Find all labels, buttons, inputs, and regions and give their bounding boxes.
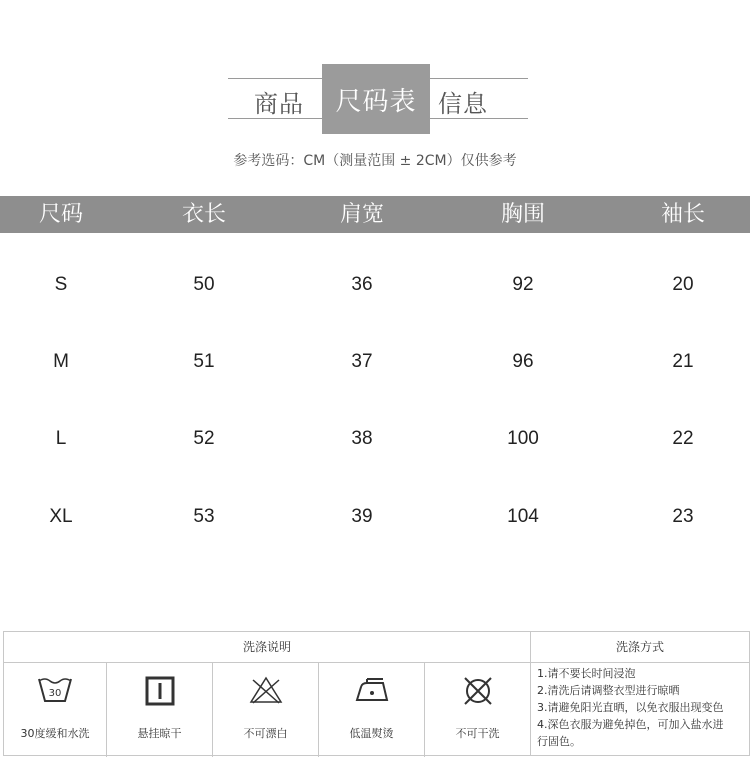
care-icon-cell [213, 663, 319, 757]
column-header-chest: 胸围 [500, 202, 546, 227]
svg-text:30: 30 [48, 688, 62, 699]
measure-note: 参考选码：CM（测量范围 ± 2CM）仅供参考 [233, 153, 517, 169]
cell-sleeve: 22 [672, 428, 694, 449]
cell-length: 52 [193, 428, 215, 449]
cell-chest: 104 [507, 506, 539, 527]
cell-chest: 92 [512, 274, 534, 295]
cell-chest: 100 [507, 428, 539, 449]
low-iron-icon [353, 675, 391, 705]
table-row [0, 342, 750, 382]
column-header-sleeve: 袖长 [660, 202, 706, 227]
column-header-size: 尺码 [38, 202, 84, 227]
care-icon-label: 30度缓和水洗 [20, 727, 90, 740]
cell-shoulder: 39 [351, 506, 373, 527]
column-header-shoulder: 肩宽 [339, 202, 385, 227]
list-item: 3.请避免阳光直晒，以免衣服出现变色 [537, 701, 724, 714]
care-icon-label: 低温熨烫 [349, 727, 394, 740]
care-icon-cell [107, 663, 213, 757]
care-icon-label: 不可干洗 [455, 727, 500, 740]
care-method-list [537, 662, 749, 750]
cell-length: 50 [193, 274, 215, 295]
list-item: 1.请不要长时间浸泡 [537, 667, 636, 680]
cell-sleeve: 20 [672, 274, 694, 295]
care-icon-label: 悬挂晾干 [137, 727, 182, 740]
care-icon-cell [4, 663, 107, 757]
cell-shoulder: 36 [351, 274, 373, 295]
title-right-text: 信息 [438, 90, 488, 118]
title-left-text: 商品 [254, 90, 304, 118]
table-row [0, 497, 750, 537]
column-header-length: 衣长 [181, 202, 227, 227]
cell-shoulder: 38 [351, 428, 373, 449]
table-header [0, 196, 750, 233]
table-row [0, 419, 750, 459]
care-method-title: 洗涤方式 [531, 632, 749, 663]
list-item: 4.深色衣服为避免掉色，可加入盐水进 [537, 718, 724, 731]
title-block [0, 0, 750, 185]
cell-shoulder: 37 [351, 351, 373, 372]
care-icon-cell [319, 663, 425, 757]
cell-chest: 96 [512, 351, 534, 372]
cell-size: M [53, 351, 69, 372]
table-row [0, 265, 750, 305]
care-icon-cell [425, 663, 530, 757]
title-highlight: 尺码表 [322, 64, 430, 134]
size-table [0, 196, 750, 527]
list-item: 2.清洗后请调整衣型进行晾晒 [537, 684, 680, 697]
no-bleach-icon [248, 675, 284, 705]
cell-length: 51 [193, 351, 215, 372]
wash-30-icon [37, 675, 73, 705]
care-icon-label: 不可漂白 [243, 727, 288, 740]
no-dry-clean-icon [462, 675, 494, 707]
cell-sleeve: 21 [672, 351, 694, 372]
hang-dry-icon [144, 675, 176, 707]
care-instructions-panel [3, 631, 531, 756]
cell-size: XL [49, 506, 73, 527]
cell-size: L [55, 428, 67, 449]
care-instructions-title: 洗涤说明 [4, 632, 530, 663]
cell-length: 53 [193, 506, 215, 527]
care-section [0, 631, 750, 756]
list-item: 行固色。 [537, 735, 581, 748]
cell-size: S [54, 274, 68, 295]
cell-sleeve: 23 [672, 506, 694, 527]
